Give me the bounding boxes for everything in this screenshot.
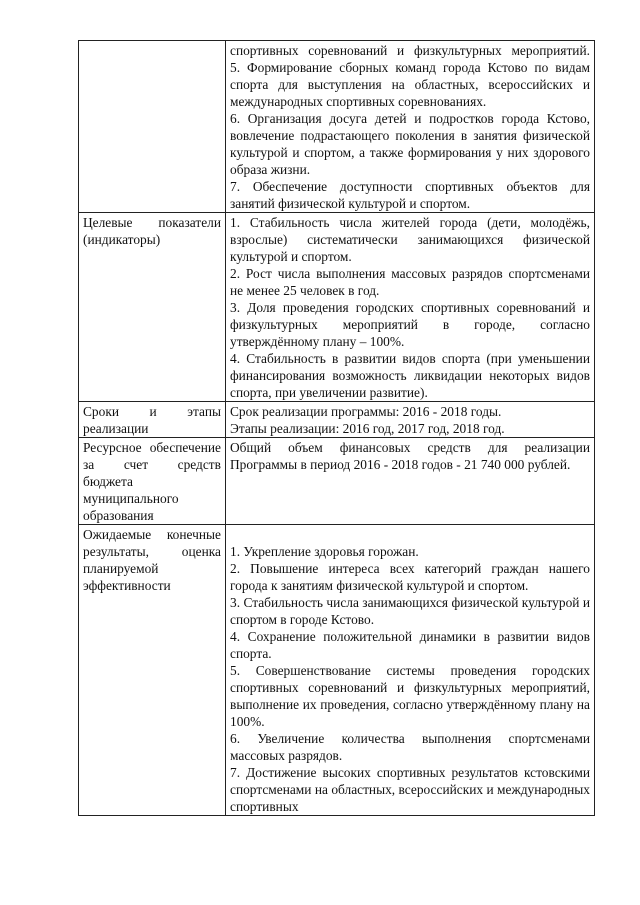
list-item: 3. Доля проведения городских спортивных соревнований и физкультурных мероприятий в городе, согласно утверждённому плану – 100%. <box>230 300 590 349</box>
list-item: спортивных соревнований и физкультурных мероприятий. <box>230 43 590 58</box>
table-row <box>79 525 595 816</box>
list-item: Срок реализации программы: 2016 - 2018 годы. <box>230 404 502 419</box>
list-item: 2. Рост числа выполнения массовых разрядов спортсменами не менее 25 человек в год. <box>230 266 590 298</box>
list-item: 5. Совершенствование системы проведения городских спортивных соревнований и физкультурных мероприятий, выполнение их проведения, согласно утверждённому плану на 100%. <box>230 663 590 729</box>
list-item: 4. Сохранение положительной динамики в развитии видов спорта. <box>230 629 590 661</box>
row-content-cell <box>226 41 595 213</box>
list-item: Этапы реализации: 2016 год, 2017 год, 2018 год. <box>230 421 505 436</box>
row-content-cell <box>226 525 595 816</box>
list-item: 3. Стабильность числа занимающихся физической культурой и спортом в городе Кстово. <box>230 595 590 627</box>
table-row <box>79 41 595 213</box>
row-content-cell <box>226 438 595 525</box>
table-row <box>79 438 595 525</box>
list-item: Общий объем финансовых средств для реализации Программы в период 2016 - 2018 годов - 21 740 000 рублей. <box>230 440 590 472</box>
row-content-cell <box>226 402 595 438</box>
list-item: 6. Увеличение количества выполнения спортсменами массовых разрядов. <box>230 731 590 763</box>
list-item: 5. Формирование сборных команд города Кстово по видам спорта для выступления на областных, всероссийских и международных спортивных соревнованиях. <box>230 60 590 109</box>
list-item: 6. Организация досуга детей и подростков города Кстово, вовлечение подрастающего поколения в занятия физической культурой и спортом, а также формирования у них здорового образа жизни. <box>230 111 590 177</box>
row-content-cell <box>226 213 595 402</box>
list-item: 7. Обеспечение доступности спортивных объектов для занятий физической культурой и спортом. <box>230 179 590 211</box>
list-item: 7. Достижение высоких спортивных результатов кстовскими спортсменами на областных, всероссийских и международных спортивных <box>230 765 590 814</box>
list-item: 2. Повышение интереса всех категорий граждан нашего города к занятиям физической культурой и спортом. <box>230 561 590 593</box>
list-item: 1. Стабильность числа жителей города (дети, молодёжь, взрослые) систематически занимающихся физической культурой и спортом. <box>230 215 590 264</box>
list-item: 1. Укрепление здоровья горожан. <box>230 544 419 559</box>
program-passport-table <box>78 40 595 816</box>
row-label-cell: Ресурсное обеспечение за счет средств бюджета муниципального образования <box>79 438 226 525</box>
row-label-cell: Сроки и этапы реализации <box>79 402 226 438</box>
row-label-cell: Ожидаемые конечные результаты, оценка планируемой эффективности <box>79 525 226 816</box>
table-row <box>79 213 595 402</box>
list-item: 4. Стабильность в развитии видов спорта (при уменьшении финансирования возможность ликвидации некоторых видов спорта, при увеличении развитие). <box>230 351 590 400</box>
table-row <box>79 402 595 438</box>
row-label-cell: Целевые показатели (индикаторы) <box>79 213 226 402</box>
row-label-cell <box>79 41 226 213</box>
